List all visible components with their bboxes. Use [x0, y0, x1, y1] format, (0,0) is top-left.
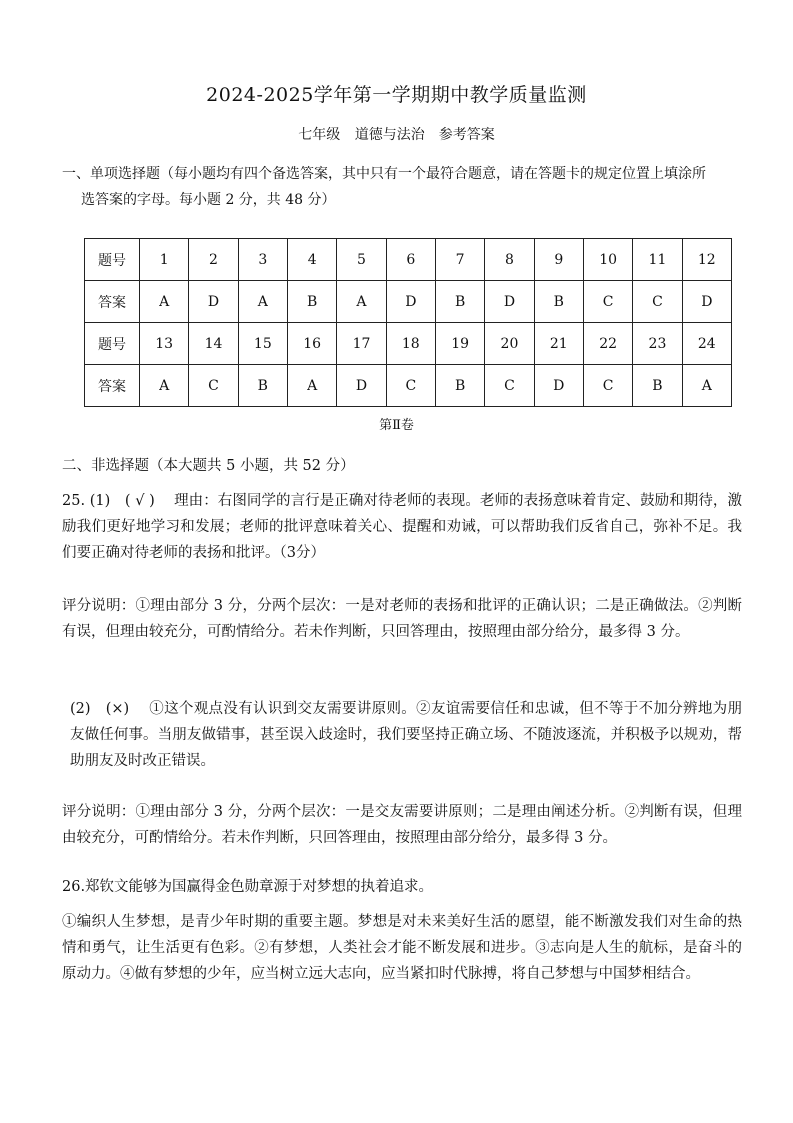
table-cell: 13	[140, 323, 189, 365]
table-cell: C	[583, 365, 632, 407]
table-row-header: 题号	[85, 323, 140, 365]
table-cell: C	[189, 365, 238, 407]
table-cell: B	[633, 365, 682, 407]
table-cell: 14	[189, 323, 238, 365]
q25-scoring-note-2	[62, 799, 742, 859]
table-cell: D	[485, 281, 534, 323]
table-cell: D	[386, 281, 435, 323]
table-row-header: 答案	[85, 281, 140, 323]
table-cell: 17	[337, 323, 386, 365]
table-cell: A	[337, 281, 386, 323]
table-cell: 3	[238, 239, 287, 281]
table-row	[85, 323, 732, 365]
section1-line1: 一、单项选择题（每小题均有四个备选答案，其中只有一个最符合题意，请在答题卡的规定位置上填涂所	[62, 166, 706, 182]
table-cell: C	[583, 281, 632, 323]
table-cell: D	[337, 365, 386, 407]
table-cell: 4	[287, 239, 336, 281]
table-cell: B	[287, 281, 336, 323]
table-cell: 23	[633, 323, 682, 365]
page-title: 2024-2025学年第一学期期中教学质量监测	[206, 84, 587, 106]
table-cell: 7	[435, 239, 484, 281]
section1-instructions	[62, 161, 742, 213]
q25-part1	[62, 488, 742, 579]
table-cell: D	[682, 281, 731, 323]
q25-scoring-note-1	[62, 593, 742, 684]
table-cell: D	[189, 281, 238, 323]
table-row-header: 答案	[85, 365, 140, 407]
q25-part1-text: 25. (1) ( √ ) 理由：右图同学的言行是正确对待老师的表现。老师的表扬意味着肯定、鼓励和期待，激励我们更好地学习和发展；老师的批评意味着关心、提醒和劝诫，可以帮助我们反省自己，弥补不足。我们要正确对待老师的表扬和批评。（3分）	[62, 493, 742, 561]
table-cell: 15	[238, 323, 287, 365]
table-cell: 5	[337, 239, 386, 281]
table-row-header: 题号	[85, 239, 140, 281]
page-subtitle: 七年级 道德与法治 参考答案	[298, 127, 495, 143]
table-cell: B	[238, 365, 287, 407]
table-cell: 21	[534, 323, 583, 365]
q25-part2	[62, 696, 742, 787]
table-row	[85, 281, 732, 323]
table-cell: 11	[633, 239, 682, 281]
table-cell: 9	[534, 239, 583, 281]
table-cell: B	[435, 365, 484, 407]
table-cell: 18	[386, 323, 435, 365]
table-cell: A	[140, 281, 189, 323]
table-cell: C	[386, 365, 435, 407]
volume-label: 第Ⅱ卷	[379, 418, 414, 433]
table-cell: 12	[682, 239, 731, 281]
table-cell: A	[287, 365, 336, 407]
q25-part2-text: (2) (×) ①这个观点没有认识到交友需要讲原则。②友谊需要信任和忠诚，但不等于不加分辨地为朋友做任何事。当朋友做错事，甚至误入歧途时，我们要坚持正确立场、不随波逐流，并积极予以规劝，帮助朋友及时改正错误。	[70, 701, 742, 769]
q26-answer-text: ①编织人生梦想，是青少年时期的重要主题。梦想是对未来美好生活的愿望，能不断激发我们对生命的热情和勇气，让生活更有色彩。②有梦想，人类社会才能不断发展和进步。③志向是人生的航标，是奋斗的原动力。④做有梦想的少年，应当树立远大志向，应当紧扣时代脉搏，将自己梦想与中国梦相结合。	[62, 914, 742, 982]
table-cell: A	[682, 365, 731, 407]
table-row	[85, 239, 732, 281]
table-cell: B	[435, 281, 484, 323]
answer-table	[84, 238, 732, 407]
table-cell: 8	[485, 239, 534, 281]
table-cell: A	[238, 281, 287, 323]
table-cell: C	[633, 281, 682, 323]
section2-heading: 二、非选择题（本大题共 5 小题，共 52 分）	[62, 458, 355, 474]
q25-note1-text: 评分说明：①理由部分 3 分，分两个层次：一是对老师的表扬和批评的正确认识；二是正确做法。②判断有误，但理由较充分，可酌情给分。若未作判断，只回答理由，按照理由部分给分，最多得 3 分。	[62, 598, 742, 640]
table-row	[85, 365, 732, 407]
table-cell: 2	[189, 239, 238, 281]
table-cell: 22	[583, 323, 632, 365]
table-cell: D	[534, 365, 583, 407]
table-cell: A	[140, 365, 189, 407]
table-cell: 6	[386, 239, 435, 281]
table-cell: 20	[485, 323, 534, 365]
table-cell: 24	[682, 323, 731, 365]
table-cell: 19	[435, 323, 484, 365]
q26-heading	[62, 874, 742, 904]
table-cell: 1	[140, 239, 189, 281]
q25-note2-text: 评分说明：①理由部分 3 分，分两个层次：一是交友需要讲原则；二是理由阐述分析。②判断有误，但理由较充分，可酌情给分。若未作判断，只回答理由，按照理由部分给分，最多得 3 分。	[62, 804, 742, 846]
section1-line2: 选答案的字母。每小题 2 分，共 48 分）	[81, 192, 336, 208]
table-cell: B	[534, 281, 583, 323]
q26-answer	[62, 909, 742, 1039]
table-cell: 16	[287, 323, 336, 365]
table-cell: C	[485, 365, 534, 407]
q26-heading-text: 26.郑钦文能够为国赢得金色勋章源于对梦想的执着追求。	[62, 879, 434, 895]
table-cell: 10	[583, 239, 632, 281]
